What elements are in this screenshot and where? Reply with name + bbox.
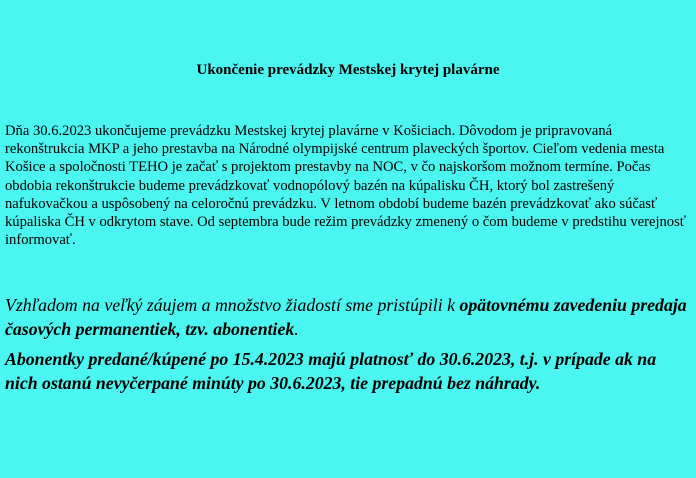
page-title: Ukončenie prevádzky Mestskej krytej plavárne	[196, 62, 500, 78]
season-pass-validity-notice: Abonentky predané/kúpené po 15.4.2023 majú platnosť do 30.6.2023, t.j. v prípade ak na nich ostanú nevyčerpané minúty po 30.6.2023, tie prepadnú bez náhrady.	[5, 349, 657, 393]
season-pass-notice-tail: .	[294, 319, 299, 339]
season-pass-notice-emphasis: opätovnému zavedeniu predaja časových permanentiek, tzv. abonentiek	[5, 295, 687, 339]
closure-announcement-paragraph: Dňa 30.6.2023 ukončujeme prevádzku Mestskej krytej plavárne v Košiciach. Dôvodom je pripravovaná rekonštrukcia MKP a jeho prestavba na Národné olympijské centrum plaveckých športov. Cieľom vedenia mesta Košice a spoločnosti TEHO je začať s projektom prestavby na NOC, v čo najskoršom možnom termíne. Počas obdobia rekonštrukcie budeme prevádzkovať vodnopólový bazén na kúpalisku ČH, ktorý bol zastrešený nafukovačkou a uspôsobený na celoročnú prevádzku. V letnom období budeme bazén prevádzkovať ako súčasť kúpaliska ČH v odkrytom stave. Od septembra bude režim prevádzky zmenený o čom budeme v predstihu verejnosť informovať.	[5, 123, 687, 249]
season-pass-notice-lead: Vzhľadom na veľký záujem a množstvo žiadostí sme pristúpili k	[5, 295, 460, 315]
season-pass-notice	[5, 293, 691, 341]
